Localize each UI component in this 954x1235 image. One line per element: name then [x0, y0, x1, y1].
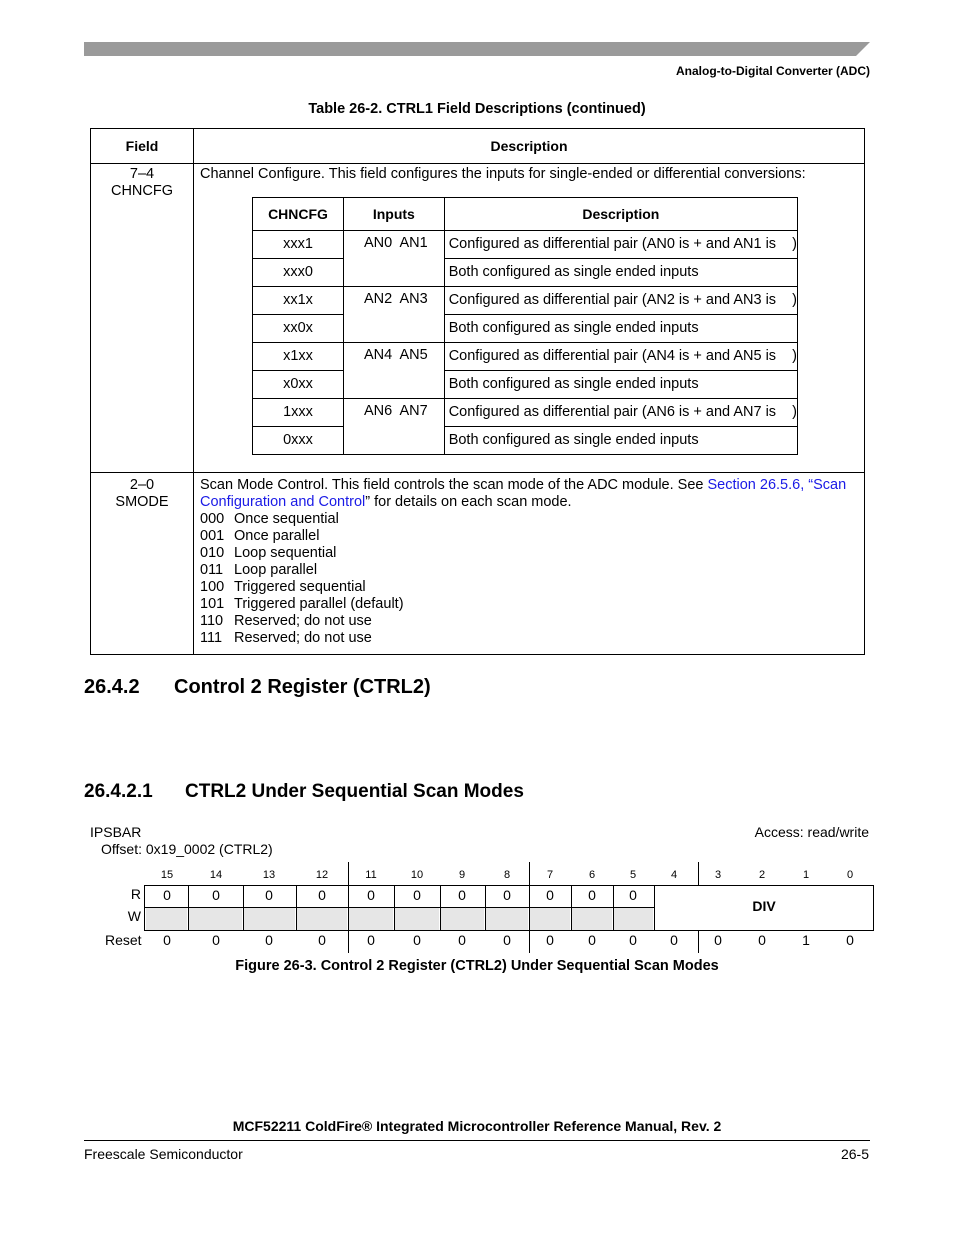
smode-code: 111: [200, 630, 223, 646]
chncfg-code: 1xxx: [253, 399, 344, 427]
chncfg-code: x1xx: [253, 343, 344, 371]
desc-col-header: Description: [444, 198, 797, 231]
chncfg-inputs: AN2 AN3: [344, 287, 445, 343]
bit-number: 1: [802, 869, 810, 881]
bit-separator: [394, 885, 395, 931]
smode-list: [200, 511, 858, 647]
reset-bit-value: 0: [714, 932, 722, 948]
bit-boundary-tick: [348, 862, 349, 885]
chncfg-col-header: CHNCFG: [253, 198, 344, 231]
reset-bit-value: 0: [588, 932, 596, 948]
bit-separator: [188, 885, 189, 931]
write-cell: [530, 908, 570, 930]
register-address: [90, 824, 273, 858]
figure-caption: Figure 26-3. Control 2 Register (CTRL2) Under Sequential Scan Modes: [235, 958, 719, 974]
smode-label: Loop sequential: [234, 545, 337, 561]
read-bit-value: 0: [629, 887, 637, 903]
write-cell: [441, 908, 484, 930]
table-row: [253, 315, 798, 343]
reset-bit-value: 0: [318, 932, 326, 948]
smode-label: Loop parallel: [234, 562, 318, 578]
write-cell: [244, 908, 295, 930]
chncfg-desc: Configured as differential pair (AN6 is + and AN7 is ): [444, 399, 797, 427]
section-title: Control 2 Register (CTRL2): [174, 676, 431, 698]
field-bits: 7–4: [129, 166, 155, 182]
chncfg-code: xx1x: [253, 287, 344, 315]
bit-separator: [440, 885, 441, 931]
write-label: W: [127, 908, 141, 924]
write-cell: [486, 908, 528, 930]
section-heading: [84, 676, 431, 699]
field-name: CHNCFG: [110, 183, 174, 199]
field-cell: [91, 164, 194, 473]
smode-code: 000: [200, 511, 225, 527]
read-bit-value: 0: [458, 887, 466, 903]
bit-separator: [348, 885, 349, 931]
subsection-heading: [84, 781, 524, 803]
read-label: R: [130, 886, 141, 902]
page-number: 26-5: [840, 1146, 869, 1162]
smode-label: Once parallel: [234, 528, 320, 544]
section-number: 26.4.2: [84, 676, 140, 698]
chncfg-desc: Both configured as single ended inputs: [444, 315, 797, 343]
reset-bit-value: 0: [163, 932, 171, 948]
rw-divider: [145, 907, 654, 908]
smode-label: Once sequential: [234, 511, 339, 527]
bit-number: 10: [410, 869, 424, 881]
read-bit-value: 0: [212, 887, 220, 903]
field-description-table: [90, 128, 865, 655]
table-title: Table 26-2. CTRL1 Field Descriptions (continued): [308, 101, 646, 117]
table-row: [253, 371, 798, 399]
write-cell: [349, 908, 393, 930]
chncfg-desc: Configured as differential pair (AN0 is + and AN1 is ): [444, 231, 797, 259]
reset-bit-value: 0: [212, 932, 220, 948]
description-cell: [194, 473, 865, 655]
bit-separator: [243, 885, 244, 931]
list-item: [200, 545, 858, 562]
section-link[interactable]: Section 26.5.6, “Scan Configuration and Control: [200, 477, 847, 510]
read-bit-value: 0: [413, 887, 421, 903]
write-cell: [297, 908, 347, 930]
table-row: [253, 399, 798, 427]
smode-label: Reserved; do not use: [234, 613, 372, 629]
read-bit-value: 0: [588, 887, 596, 903]
write-cell: [395, 908, 439, 930]
list-item: [200, 528, 858, 545]
smode-code: 110: [200, 613, 224, 629]
access-label: Access: read/write: [754, 824, 869, 840]
bit-number: 12: [315, 869, 329, 881]
field-description: Channel Configure. This field configures the inputs for single-ended or differential conversions:: [200, 166, 806, 182]
reset-bit-value: 0: [265, 932, 273, 948]
table-row: [253, 343, 798, 371]
read-bit-value: 0: [265, 887, 273, 903]
bit-number: 3: [714, 869, 722, 881]
table-row: [253, 427, 798, 455]
bit-separator: [485, 885, 486, 931]
field-bits: 2–0: [129, 477, 155, 493]
reset-bit-value: 0: [846, 932, 854, 948]
subsection-title: CTRL2 Under Sequential Scan Modes: [185, 781, 524, 802]
chncfg-code: xx0x: [253, 315, 344, 343]
field-name: SMODE: [115, 494, 169, 510]
div-field-label: DIV: [752, 898, 776, 914]
chncfg-inputs: AN4 AN5: [344, 343, 445, 399]
list-item: [200, 511, 858, 528]
smode-text: Scan Mode Control. This field controls the scan mode of the ADC module. See: [200, 477, 708, 493]
bit-number: 14: [209, 869, 223, 881]
smode-code: 010: [200, 545, 225, 561]
footer-title: MCF52211 ColdFire® Integrated Microcontroller Reference Manual, Rev. 2: [232, 1118, 722, 1134]
bit-separator: [296, 885, 297, 931]
field-cell: [91, 473, 194, 655]
smode-code: 001: [200, 528, 225, 544]
smode-code: 100: [200, 579, 225, 595]
bit-number: 6: [588, 869, 596, 881]
bit-boundary-tick: [529, 862, 530, 885]
reset-bit-value: 0: [546, 932, 554, 948]
chncfg-code: xxx0: [253, 259, 344, 287]
bit-number: 8: [503, 869, 511, 881]
bit-number: 13: [262, 869, 276, 881]
reset-bit-value: 0: [458, 932, 466, 948]
inputs-col-header: Inputs: [344, 198, 445, 231]
footer-divider: [84, 1140, 870, 1141]
chncfg-header-row: [253, 198, 798, 231]
bit-number: 11: [365, 869, 377, 881]
write-cell: [614, 908, 653, 930]
footer-company: Freescale Semiconductor: [84, 1146, 243, 1162]
bit-boundary-tick: [698, 862, 699, 885]
field-separator: [654, 885, 655, 931]
table-row: [253, 287, 798, 315]
read-bit-value: 0: [546, 887, 554, 903]
smode-text-tail: ” for details on each scan mode.: [365, 494, 572, 510]
chncfg-desc: Both configured as single ended inputs: [444, 427, 797, 455]
reset-bit-value: 0: [758, 932, 766, 948]
bit-number: 5: [629, 869, 637, 881]
chncfg-inputs: AN6 AN7: [344, 399, 445, 455]
bit-number: 7: [546, 869, 554, 881]
subsection-number: 26.4.2.1: [84, 781, 153, 802]
list-item: [200, 579, 858, 596]
read-bit-value: 0: [163, 887, 171, 903]
smode-label: Triggered sequential: [234, 579, 366, 595]
bit-number: 15: [160, 869, 174, 881]
bit-number: 9: [458, 869, 466, 881]
chncfg-code: 0xxx: [253, 427, 344, 455]
description-header: Description: [194, 129, 865, 164]
chncfg-desc: Configured as differential pair (AN4 is + and AN5 is ): [444, 343, 797, 371]
write-cell: [146, 908, 187, 930]
smode-code: 011: [200, 562, 224, 578]
table-row: [91, 164, 865, 473]
chncfg-code: x0xx: [253, 371, 344, 399]
reset-label: Reset: [105, 932, 142, 948]
description-cell: [194, 164, 865, 473]
reset-bit-value: 0: [413, 932, 421, 948]
table-row: [253, 231, 798, 259]
list-item: [200, 562, 858, 579]
chapter-title: Analog-to-Digital Converter (ADC): [676, 64, 870, 78]
header-bar: [84, 42, 870, 56]
bit-number: 2: [758, 869, 766, 881]
smode-description: [200, 477, 858, 511]
reset-bit-value: 0: [629, 932, 637, 948]
list-item: [200, 613, 858, 630]
table-header-row: [91, 129, 865, 164]
chncfg-desc: Configured as differential pair (AN2 is + and AN3 is ): [444, 287, 797, 315]
bit-number: 4: [670, 869, 678, 881]
reset-bit-value: 0: [503, 932, 511, 948]
chncfg-desc: Both configured as single ended inputs: [444, 259, 797, 287]
list-item: [200, 596, 858, 613]
write-cell: [189, 908, 242, 930]
smode-label: Reserved; do not use: [234, 630, 372, 646]
ipsbar-label: IPSBAR: [90, 824, 142, 840]
reset-bit-value: 0: [367, 932, 375, 948]
read-bit-value: 0: [503, 887, 511, 903]
reset-bit-value: 1: [802, 932, 810, 948]
smode-code: 101: [200, 596, 225, 612]
table-row: [91, 473, 865, 655]
reset-bit-value: 0: [670, 932, 678, 948]
read-bit-value: 0: [318, 887, 326, 903]
table-row: [253, 259, 798, 287]
chncfg-table: [252, 197, 798, 455]
bit-boundary-tick: [348, 931, 349, 953]
chncfg-code: xxx1: [253, 231, 344, 259]
smode-label: Triggered parallel (default): [234, 596, 404, 612]
chncfg-desc: Both configured as single ended inputs: [444, 371, 797, 399]
bit-number: 0: [846, 869, 854, 881]
chncfg-inputs: AN0 AN1: [344, 231, 445, 287]
write-cell: [572, 908, 612, 930]
list-item: [200, 630, 858, 647]
field-header: Field: [91, 129, 194, 164]
offset-label: Offset: 0x19_0002 (CTRL2): [101, 841, 273, 857]
read-bit-value: 0: [367, 887, 375, 903]
